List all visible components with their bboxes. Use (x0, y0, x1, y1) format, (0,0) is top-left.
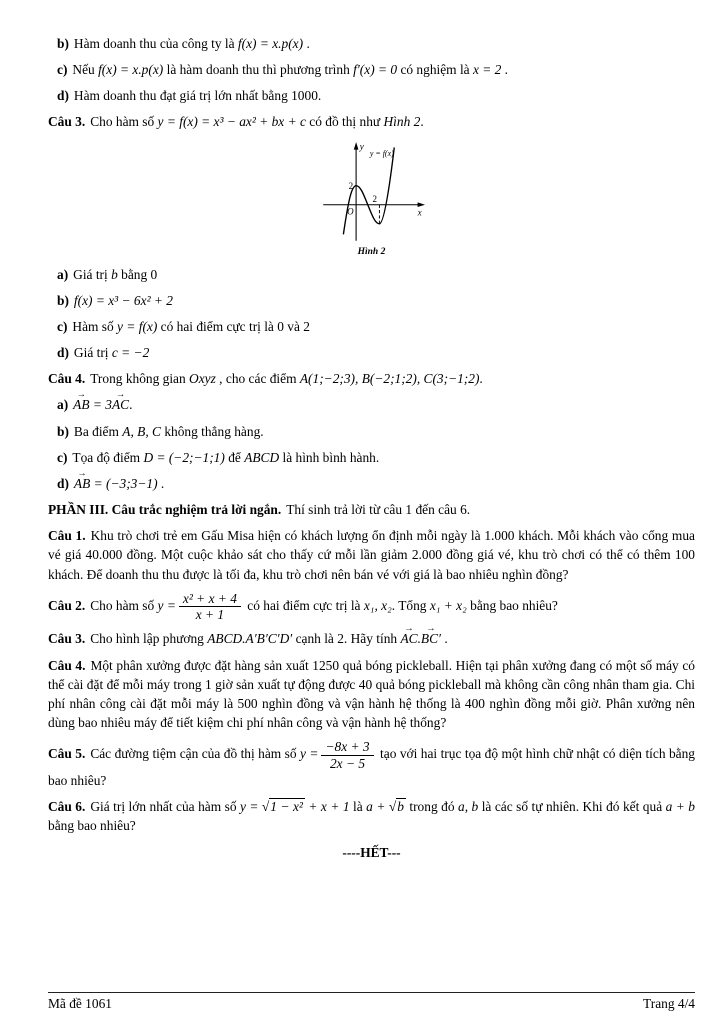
phan3-cau6 (48, 797, 695, 835)
text-segment: Cho hàm số (90, 597, 158, 613)
math-segment: y = f(x) = x³ − ax² + bx + c (157, 114, 306, 130)
question-label: Câu 6. (48, 799, 86, 815)
math-segment: c = −2 (111, 345, 150, 361)
text-segment: . (501, 62, 509, 78)
text-segment: . (303, 36, 310, 51)
cau3-item-a (48, 265, 695, 284)
phan3-cau1 (48, 526, 695, 583)
text-segment: Thí sinh trả lời từ câu 1 đến câu 6. (286, 502, 471, 518)
text-segment: có hai điểm cực trị là (243, 597, 364, 613)
text-segment: bằng bao nhiêu? (48, 818, 136, 834)
math-segment: f(x) = x³ − 6x² + 2 (73, 292, 174, 308)
text-segment: là (349, 799, 367, 815)
math-segment: Oxyz (189, 371, 216, 387)
item-d-line (48, 86, 695, 105)
item-label: a) (57, 397, 69, 413)
text-segment: . (440, 631, 448, 647)
exam-code: Mã đề 1061 (48, 996, 112, 1011)
y-tick-2: 2 (348, 180, 353, 191)
x-tick-2: 2 (372, 193, 377, 204)
math-segment: y = f(x) (117, 318, 158, 334)
y-axis-label: y (359, 141, 364, 152)
cau3-item-d (48, 343, 695, 362)
item-label: d) (57, 345, 69, 361)
phan3-cau2 (48, 591, 695, 623)
math-segment: y = (300, 746, 319, 762)
radicand: 1 − x² (270, 799, 303, 815)
page-number: Trang 4/4 (643, 996, 695, 1011)
text-segment: Ba điểm (73, 423, 123, 439)
math-segment: + x + 1 (304, 799, 350, 815)
phan3-cau4 (48, 656, 695, 733)
origin-label: O (346, 205, 354, 216)
math-segment: = (−3;3−1) (90, 475, 158, 491)
text-segment: Cho hình lập phương (90, 631, 208, 647)
phan3-heading (48, 500, 695, 519)
cau3-heading (48, 112, 695, 131)
fraction (321, 739, 373, 771)
cau4-item-d (48, 474, 695, 493)
question-label: Câu 3. (48, 114, 86, 130)
text-segment: là hàm doanh thu thì phương trình (163, 62, 354, 78)
vector-bc-prime: BC′ → (421, 629, 441, 648)
text-segment: không thẳng hàng. (160, 423, 264, 439)
text-segment: để (224, 449, 245, 465)
text-segment: có nghiệm là (397, 62, 473, 78)
math-segment: f′(x) = 0 (353, 62, 398, 78)
text-segment: là các số tự nhiên. Khi đó kết quả (478, 799, 666, 815)
math-segment: a, b (458, 799, 479, 815)
text-segment: là hình bình hành. (279, 449, 380, 465)
text-segment: trong đó (405, 799, 458, 815)
cau3-item-b (48, 291, 695, 310)
item-label: c) (57, 449, 68, 465)
math-segment: A, B, C (122, 423, 161, 439)
phan3-cau5 (48, 739, 695, 790)
text-segment: bằng 0 (117, 266, 158, 282)
fraction (179, 591, 241, 623)
text-segment: bằng bao nhiêu? (466, 597, 558, 613)
section-label: PHẦN III. Câu trắc nghiệm trả lời ngắn. (48, 502, 282, 518)
vector-ab: AB → (73, 395, 89, 414)
text-segment: Giá trị (73, 345, 112, 361)
page-content (48, 34, 695, 869)
x-axis-label: x (417, 206, 422, 217)
fraction-numerator: x² + x + 4 (179, 591, 241, 607)
question-label: Câu 4. (48, 371, 86, 387)
phan3-cau3 (48, 629, 695, 648)
text-segment: Tọa độ điểm (72, 449, 144, 465)
question-label: Câu 4. (48, 657, 86, 673)
question-label: Câu 1. (48, 528, 86, 544)
item-label: c) (57, 318, 68, 334)
text-segment: Nếu (72, 62, 99, 78)
vector-ac: AC → (112, 395, 129, 414)
text-segment: Khu trò chơi trẻ em Gấu Misa hiện có khách lượng ổn định mỗi ngày là 1.000 khách. Mỗi khách vào cổng mua vé giá 40.000 đồng. Một cuộc khảo sát cho thấy cứ mỗi lần giảm 2.000 đồng giá vé, khu trò chơi có thể có thêm 100 khách. Để doanh thu thu được là tối đa, khu trò chơi nên bán vé với giá là bao nhiêu nghìn đồng? (48, 528, 695, 582)
text-segment: . (420, 114, 424, 130)
text-segment: cạnh là 2. Hãy tính (292, 631, 401, 647)
question-label: Câu 5. (48, 746, 86, 762)
question-label: Câu 2. (48, 597, 86, 613)
cau4-item-a (48, 395, 695, 414)
cau4-heading (48, 369, 695, 388)
item-label: b) (57, 292, 69, 308)
item-label: d) (57, 475, 69, 491)
item-label: b) (57, 423, 69, 439)
cubic-curve (343, 147, 394, 234)
math-segment: f(x) = x.p(x) (237, 36, 304, 51)
fraction-numerator: −8x + 3 (321, 739, 373, 755)
text-segment: Giá trị lớn nhất của hàm số (90, 799, 240, 815)
math-segment: x = 2 (472, 62, 502, 78)
math-segment: a + b (665, 799, 696, 815)
text-segment: Hàm số (72, 318, 118, 334)
page-footer (48, 992, 695, 1012)
question-label: Câu 3. (48, 631, 86, 647)
figure-hinh2 (305, 139, 439, 257)
math-segment: b (111, 266, 118, 282)
text-segment: . Tổng (391, 597, 430, 613)
math-segment: A(1;−2;3), B(−2;1;2), C(3;−1;2) (299, 371, 480, 387)
fraction-denominator: 2x − 5 (329, 755, 366, 771)
text-segment: Giá trị (73, 266, 112, 282)
item-label: d) (57, 88, 69, 104)
fraction-denominator: x + 1 (195, 607, 225, 623)
math-segment: D = (−2;−1;1) (143, 449, 225, 465)
item-label: b) (57, 36, 69, 51)
text-segment: Một phân xưởng được đặt hàng sản xuất 1250 quả bóng pickleball. Hiện tại phân xưởng đang có một số máy có thể cài đặt để mỗi máy trong 1 giờ sản xuất tự động được 40 quả bóng pickleball mà không cần công nhân tham gia. Chi phí nhân công cài đặt mỗi máy là 500 nghìn đồng và vận hành hệ thống là 400 nghìn đồng mỗi giờ. Phân xưởng nên dùng bao nhiêu máy để tiết kiệm chi phí nhân công và vận hành hệ thống? (48, 657, 695, 731)
math-segment: = 3 (89, 397, 112, 413)
curve-label: y = f(x) (369, 148, 394, 158)
math-segment: a + √ (366, 799, 397, 815)
cau4-item-b (48, 422, 695, 441)
text-segment: có đồ thị như (305, 114, 384, 130)
item-label: c) (57, 62, 68, 78)
math-segment: ABCD (244, 449, 280, 465)
text-segment: có hai điểm cực trị là 0 và 2 (157, 318, 310, 334)
radicand: b (397, 799, 404, 815)
text-segment: Hàm doanh thu của công ty là (73, 36, 238, 51)
item-b-line (48, 34, 695, 53)
text-segment: . (157, 475, 165, 491)
math-segment: . (417, 631, 421, 647)
vector-ac: AC → (400, 629, 417, 648)
text-segment: . (129, 397, 133, 413)
math-segment: y = √ (240, 799, 270, 815)
text-segment: Các đường tiệm cận của đồ thị hàm số (90, 746, 301, 762)
text-segment: Trong không gian (90, 371, 190, 387)
text-segment: , cho các điểm (215, 371, 300, 387)
item-label: a) (57, 266, 69, 282)
cau3-item-c (48, 317, 695, 336)
vector-ab: AB → (74, 474, 90, 493)
text-segment: Cho hàm số (90, 114, 158, 130)
math-segment: x₁ + x₂ (429, 597, 467, 613)
item-c-line (48, 60, 695, 79)
cau4-item-c (48, 448, 695, 467)
text-segment: tạo với hai trục tọa độ một hình chữ nhật có diện tích bằng bao nhiêu? (48, 746, 696, 789)
figure-caption: Hình 2 (357, 246, 386, 257)
math-segment: x₁, x₂ (363, 597, 392, 613)
math-segment: f(x) = x.p(x) (98, 62, 164, 78)
figure-reference: Hình 2 (383, 114, 421, 130)
end-marker: ----HẾT--- (342, 844, 401, 860)
y-axis-arrow-icon (353, 142, 358, 149)
text-segment: . (479, 371, 483, 387)
text-segment: Hàm doanh thu đạt giá trị lớn nhất bằng 1000. (73, 88, 322, 104)
math-segment: y = (157, 597, 176, 613)
graph-canvas (305, 139, 439, 245)
math-segment: ABCD.A′B′C′D′ (207, 631, 293, 647)
